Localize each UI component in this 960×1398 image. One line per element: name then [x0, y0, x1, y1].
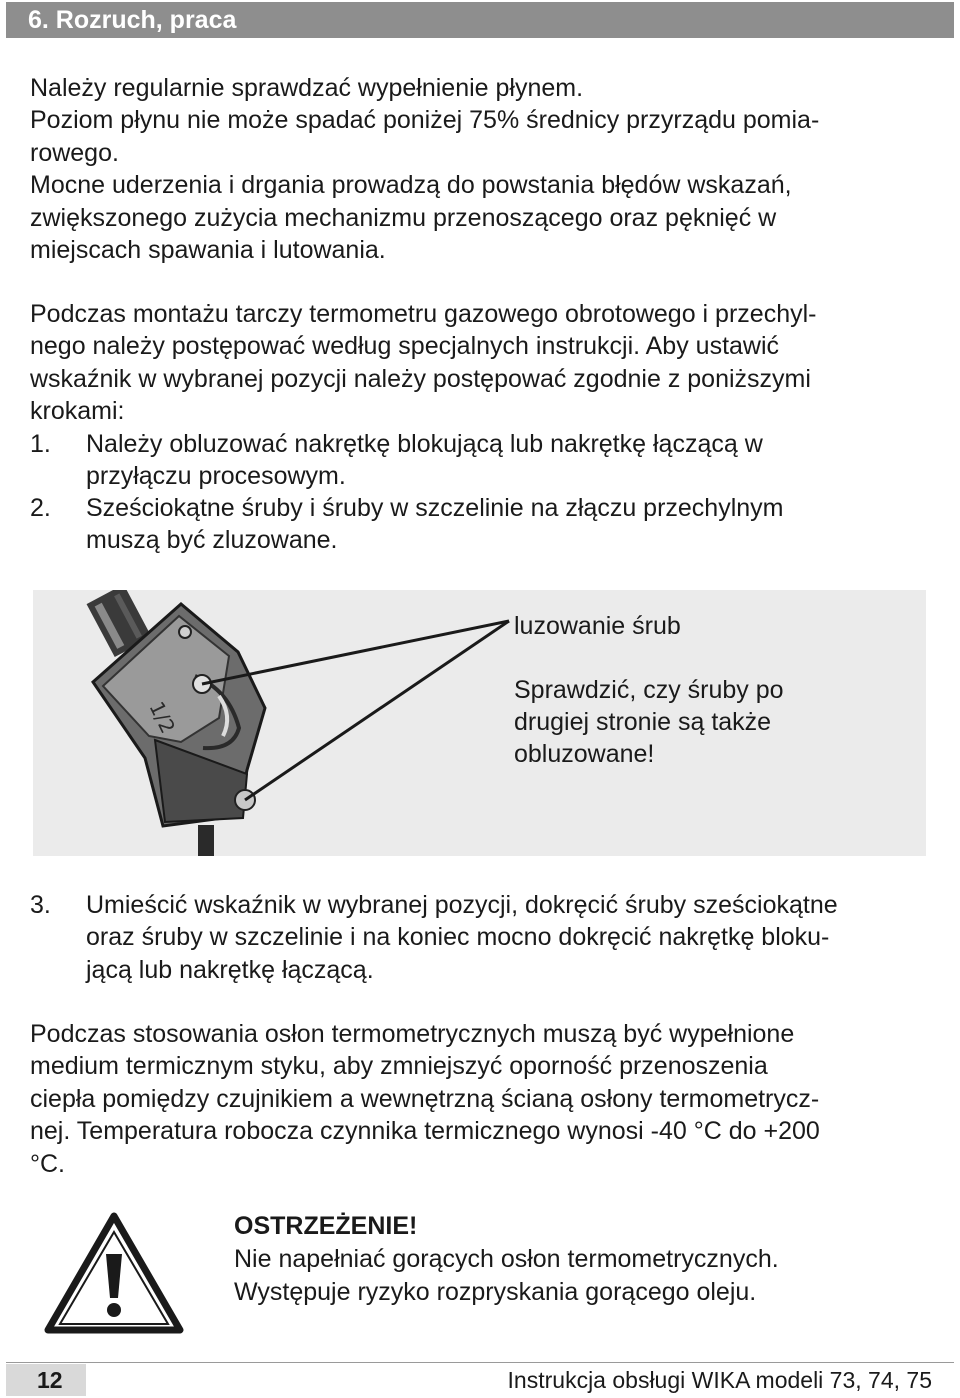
tilt-joint-figure [33, 590, 926, 856]
thermowell-line: medium termicznym styku, aby zmniejszyć oporność przenoszenia [30, 1052, 768, 1081]
mounting-line: nego należy postępować według specjalnych instrukcji. Aby ustawić [30, 332, 780, 361]
step-text [86, 492, 946, 557]
step-text [86, 889, 946, 986]
warning-line: Nie napełniać gorących osłon termometrycznych. [234, 1245, 779, 1273]
intro-line: Należy regularnie sprawdzać wypełnienie płynem. [30, 74, 584, 102]
warning-block [234, 1210, 779, 1309]
footer-divider [6, 1362, 954, 1363]
step-line: Sześciokątne śruby i śruby w szczelinie na złączu przechylnym [86, 494, 784, 522]
callout-note-line: obluzowane! [514, 740, 655, 768]
mounting-line: krokami: [30, 397, 125, 426]
step-line: jącą lub nakrętkę łączącą. [86, 955, 374, 984]
page-number: 12 [37, 1367, 63, 1393]
thermowell-line: °C. [30, 1149, 65, 1178]
step-line: Należy obluzować nakrętkę blokującą lub nakrętkę łączącą w [86, 430, 763, 458]
intro-line: Poziom płynu nie może spadać poniżej 75% średnicy przyrządu pomia- [30, 106, 820, 135]
intro-line: Mocne uderzenia i drgania prowadzą do powstania błędów wskazań, [30, 171, 792, 200]
intro-line: zwiększonego zużycia mechanizmu przenoszącego oraz pęknięć w [30, 203, 777, 232]
step-line: oraz śruby w szczelinie i na koniec mocno dokręcić nakrętkę bloku- [86, 923, 830, 952]
thermowell-line: ciepła pomiędzy czujnikiem a wewnętrzną ścianą osłony termometrycz- [30, 1084, 820, 1113]
callout-title: luzowanie śrub [514, 612, 681, 640]
svg-text:1/2: 1/2 [144, 697, 181, 738]
intro-line: rowego. [30, 138, 119, 167]
thermowell-line: Podczas stosowania osłon termometrycznych muszą być wypełnione [30, 1020, 795, 1048]
step-text [86, 428, 946, 493]
step-line: muszą być zluzowane. [86, 526, 338, 555]
warning-title: OSTRZEŻENIE! [234, 1212, 418, 1240]
step-number: 1. [30, 430, 51, 458]
mounting-line: wskaźnik w wybranej pozycji należy postępować zgodnie z poniższymi [30, 364, 811, 393]
intro-line: miejscach spawania i lutowania. [30, 236, 386, 265]
step-number: 3. [30, 891, 51, 919]
footer-document-title: Instrukcja obsługi WIKA modeli 73, 74, 75 [507, 1367, 932, 1393]
step-number: 2. [30, 494, 51, 522]
mounting-line: Podczas montażu tarczy termometru gazowego obrotowego i przechyl- [30, 300, 817, 328]
mounting-paragraph [30, 298, 935, 428]
callout-note-line: drugiej stronie są także [514, 708, 772, 736]
callout-note [514, 674, 784, 770]
intro-paragraph [30, 72, 935, 266]
thermowell-line: nej. Temperatura robocza czynnika termicznego wynosi -40 °C do +200 [30, 1117, 820, 1146]
warning-triangle-icon [44, 1212, 184, 1334]
warning-line: Występuje ryzyko rozpryskania gorącego oleju. [234, 1278, 757, 1306]
thermometer-tilt-joint-illustration [33, 590, 926, 856]
callout-note-line: Sprawdzić, czy śruby po [514, 676, 784, 704]
section-header: 6. Rozruch, praca [6, 2, 954, 38]
thermowell-paragraph [30, 1018, 935, 1180]
step-line: przyłączu procesowym. [86, 462, 346, 491]
step-line: Umieścić wskaźnik w wybranej pozycji, dokręcić śruby sześciokątne [86, 891, 838, 919]
